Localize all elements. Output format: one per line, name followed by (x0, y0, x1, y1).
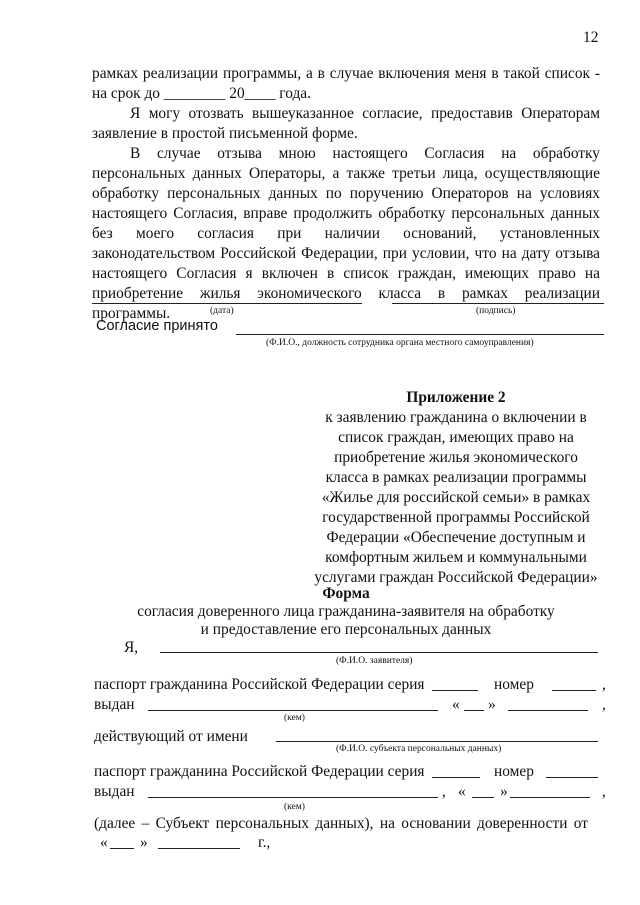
open-quote: « (458, 783, 466, 800)
by-whom-caption: (кем) (284, 802, 305, 812)
subject-passport-series-field[interactable] (432, 777, 480, 778)
number-label: номер (494, 763, 534, 780)
comma: , (442, 783, 446, 800)
form-subtitle-line: и предоставление его персональных данных (200, 621, 492, 638)
passport-series-field[interactable] (432, 690, 478, 691)
passport-label: паспорт гражданина Российской Федерации серия (94, 676, 425, 693)
consent-line: законодательством Российской Федерации, при условии, что на дату отзыва (92, 245, 600, 262)
consent-line: заявление в простой письменной форме. (92, 125, 358, 142)
page-number: 12 (583, 29, 599, 46)
issued-by-field[interactable] (148, 710, 438, 711)
consent-line: без моего согласия при наличии оснований, установленных (92, 225, 600, 242)
subject-name-field[interactable] (276, 741, 598, 742)
passport-label: паспорт гражданина Российской Федерации серия (94, 763, 425, 780)
number-label: номер (494, 676, 534, 693)
close-quote: » (500, 783, 508, 800)
consent-line: В случае отзыва мною настоящего Согласия на обработку (130, 145, 600, 162)
appendix-line: список граждан, имеющих право на (338, 429, 574, 446)
consent-line: рамках реализации программы, а в случае включения меня в такой список - (92, 65, 600, 82)
comma: , (602, 783, 606, 800)
open-quote: « (100, 834, 108, 851)
official-caption: (Ф.И.О., должность сотрудника органа местного самоуправления) (266, 338, 534, 348)
close-quote: » (488, 696, 496, 713)
acting-label: действующий от имени (94, 728, 248, 745)
appendix-line: государственной программы Российской (322, 509, 590, 526)
consent-line: настоящего Согласия я включен в список граждан, имеющих право на (92, 265, 600, 282)
consent-line: приобретение жилья экономического класса в рамках реализации программы. (92, 285, 600, 322)
appendix-line: класса в рамках реализации программы (325, 469, 587, 486)
appendix-header (306, 388, 606, 588)
signature-caption: (подпись) (476, 306, 516, 316)
subject-issue-day-field[interactable] (472, 797, 494, 798)
consent-line: обработку персональных данных по поручению Операторов на условиях (92, 185, 600, 202)
applicant-caption: (Ф.И.О. заявителя) (336, 656, 413, 666)
consent-accepted-label: Согласие принято (96, 318, 218, 334)
comma: , (602, 676, 606, 693)
appendix-line: комфортным жильем и коммунальными (325, 549, 587, 566)
subject-passport-number-field[interactable] (546, 777, 598, 778)
close-quote: » (140, 834, 148, 851)
date-caption: (дата) (210, 306, 234, 316)
consent-text (92, 64, 600, 324)
official-line (236, 334, 604, 335)
issue-month-field[interactable] (508, 710, 588, 711)
by-whom-caption: (кем) (284, 713, 305, 723)
form-subtitle-line: согласия доверенного лица гражданина-заявителя на обработку (137, 603, 555, 620)
appendix-line: к заявлению гражданина о включении в (325, 409, 587, 426)
subject-issue-month-field[interactable] (510, 797, 590, 798)
signature-line (392, 303, 604, 304)
consent-line: на срок до ________ 20____ года. (92, 85, 311, 102)
appendix-line: услугами граждан Российской Федерации» (314, 569, 598, 586)
appendix-line: Федерации «Обеспечение доступным и (326, 529, 586, 546)
year-suffix: г., (258, 834, 271, 851)
passport-number-field[interactable] (552, 690, 596, 691)
consent-line: персональных данных Операторы, а также третьи лица, осуществляющие (92, 165, 600, 182)
power-of-attorney-month-field[interactable] (158, 848, 240, 849)
consent-line: настоящего Согласия, вправе продолжить обработку персональных данных (92, 205, 600, 222)
further-text: (далее – Субъект персональных данных), на основании доверенности от (94, 815, 588, 832)
issued-label: выдан (94, 696, 135, 713)
subject-issued-by-field[interactable] (148, 797, 438, 798)
appendix-line: приобретение жилья экономического (334, 449, 578, 466)
power-of-attorney-day-field[interactable] (110, 848, 134, 849)
form-title: Форма (322, 585, 370, 602)
open-quote: « (452, 696, 460, 713)
subject-caption: (Ф.И.О. субъекта персональных данных) (336, 744, 502, 754)
appendix-title: Приложение 2 (406, 389, 506, 406)
comma: , (602, 696, 606, 713)
consent-line: Я могу отозвать вышеуказанное согласие, предоставив Операторам (130, 105, 600, 122)
applicant-name-field[interactable] (160, 652, 598, 653)
appendix-line: «Жилье для российской семьи» в рамках (321, 489, 591, 506)
i-label: Я, (124, 639, 139, 656)
date-line (92, 303, 362, 304)
issue-day-field[interactable] (464, 710, 484, 711)
issued-label: выдан (94, 783, 135, 800)
